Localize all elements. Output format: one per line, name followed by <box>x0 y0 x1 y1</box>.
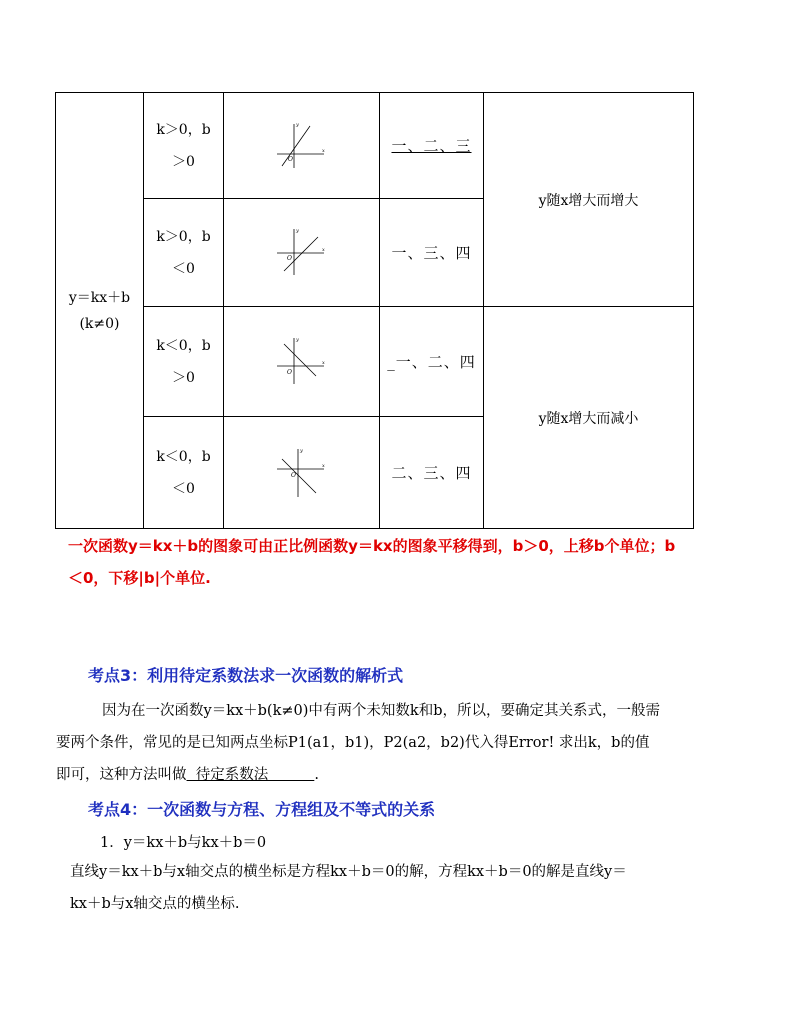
section3-line3 <box>56 759 696 791</box>
condition-cell <box>144 307 224 417</box>
function-properties-table <box>55 92 694 529</box>
quadrant-text: 一、二、三 <box>391 137 472 155</box>
graph-k-neg-b-neg <box>272 443 332 503</box>
svg-text:y: y <box>299 447 303 454</box>
quadrant-cell <box>380 307 484 417</box>
svg-text:O: O <box>287 155 293 163</box>
svg-text:x: x <box>321 359 325 366</box>
graph-k-pos-b-pos <box>272 116 332 176</box>
section4-item1: 1．y＝kx＋b与kx＋b＝0 <box>100 835 267 851</box>
section4-line1: 直线y＝kx＋b与x轴交点的横坐标是方程kx＋b＝0的解，方程kx＋b＝0的解是直线y＝ <box>70 864 627 880</box>
quadrant-text: _一、二、四 <box>387 353 476 371</box>
condition-line1: k＜0，b <box>156 448 211 465</box>
quadrant-cell <box>380 199 484 307</box>
section4-line2: kx＋b与x轴交点的横坐标. <box>70 896 240 912</box>
condition-line2: ＞0 <box>172 369 195 386</box>
graph-cell <box>224 417 380 529</box>
condition-line2: ＜0 <box>172 480 195 497</box>
condition-line1: k＞0，b <box>156 121 211 138</box>
section3-heading: 考点3：利用待定系数法求一次函数的解析式 <box>88 666 404 685</box>
quadrant-text: 二、三、四 <box>391 464 472 482</box>
condition-cell <box>144 417 224 529</box>
section3-body <box>56 695 696 791</box>
trend-increasing-cell <box>484 93 694 307</box>
formula-line1: y＝kx＋b <box>68 289 131 306</box>
svg-text:x: x <box>321 246 325 253</box>
svg-text:y: y <box>295 336 299 343</box>
svg-text:y: y <box>295 227 299 234</box>
quadrant-cell <box>380 417 484 529</box>
svg-text:O: O <box>286 254 292 262</box>
quadrant-cell <box>380 93 484 199</box>
section3-line2: 要两个条件，常见的是已知两点坐标P1(a1，b1)，P2(a2，b2)代入得Error! 求出k，b的值 <box>56 735 650 751</box>
note-line1: 一次函数y＝kx＋b的图象可由正比例函数y＝kx的图象平移得到，b＞0，上移b个单位；b <box>68 537 676 555</box>
condition-cell <box>144 93 224 199</box>
translation-note <box>68 530 728 594</box>
graph-k-pos-b-neg <box>272 223 332 283</box>
condition-line2: ＞0 <box>172 153 195 170</box>
condition-cell <box>144 199 224 307</box>
section4-heading: 考点4：一次函数与方程、方程组及不等式的关系 <box>88 800 436 819</box>
trend-decreasing-text: y随x增大而减小 <box>538 410 639 427</box>
section3-line3-prefix: 即可，这种方法叫做 <box>56 767 187 783</box>
trend-increasing-text: y随x增大而增大 <box>538 192 639 209</box>
svg-text:x: x <box>321 462 325 469</box>
svg-text:O: O <box>286 368 292 376</box>
section4-body <box>70 856 710 920</box>
graph-cell <box>224 307 380 417</box>
answer-blank: 待定系数法 <box>186 767 315 783</box>
formula-line2: (k≠0) <box>79 315 120 332</box>
section3-line3-suffix: . <box>314 767 319 783</box>
graph-k-neg-b-pos <box>272 332 332 392</box>
note-line2: ＜0，下移|b|个单位. <box>68 569 211 587</box>
graph-cell <box>224 93 380 199</box>
condition-line2: ＜0 <box>172 260 195 277</box>
svg-text:y: y <box>295 121 299 128</box>
condition-line1: k＞0，b <box>156 228 211 245</box>
quadrant-text: 一、三、四 <box>391 244 472 262</box>
formula-cell <box>56 93 144 529</box>
svg-text:O: O <box>290 471 296 479</box>
trend-decreasing-cell <box>484 307 694 529</box>
condition-line1: k＜0，b <box>156 337 211 354</box>
section3-line1: 因为在一次函数y＝kx＋b(k≠0)中有两个未知数k和b，所以，要确定其关系式，一般需 <box>102 703 660 719</box>
svg-text:x: x <box>321 147 325 154</box>
graph-cell <box>224 199 380 307</box>
